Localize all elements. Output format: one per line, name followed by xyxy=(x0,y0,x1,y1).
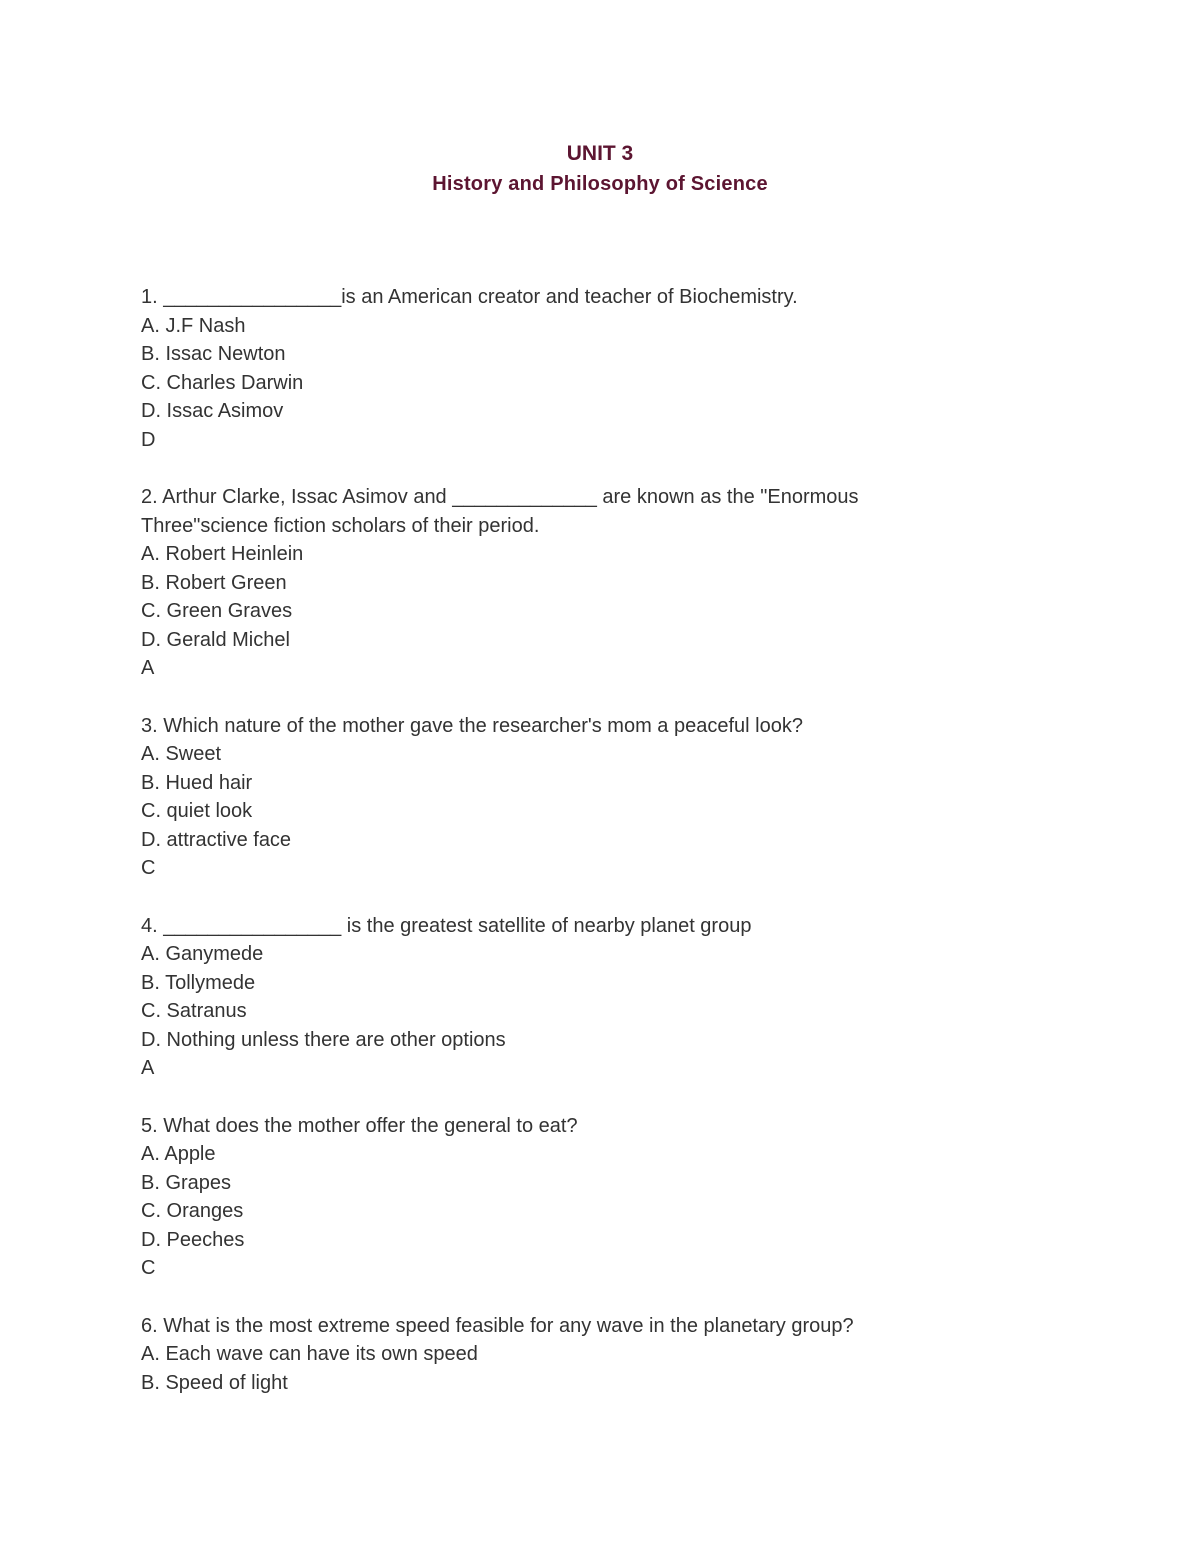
option-b: B. Tollymede xyxy=(141,971,256,994)
option-b: B. Grapes xyxy=(141,1171,232,1194)
answer-key: D xyxy=(141,428,156,451)
option-d: D. Gerald Michel xyxy=(141,628,290,651)
question-4 xyxy=(141,912,1041,1083)
option-b: B. Robert Green xyxy=(141,571,287,594)
option-a: A. J.F Nash xyxy=(141,314,246,337)
question-1 xyxy=(141,283,1041,454)
question-stem: 6. What is the most extreme speed feasible for any wave in the planetary group? xyxy=(141,1314,854,1337)
question-3 xyxy=(141,712,1041,883)
document-header xyxy=(0,141,1200,197)
option-d: D. Peeches xyxy=(141,1228,245,1251)
option-d: D. Issac Asimov xyxy=(141,400,284,422)
option-c: C. quiet look xyxy=(141,800,253,822)
question-stem: 3. Which nature of the mother gave the researcher's mom a peaceful look? xyxy=(141,714,803,737)
question-stem: 2. Arthur Clarke, Issac Asimov and _____________ are known as the "Enormous xyxy=(141,486,859,508)
option-c: C. Satranus xyxy=(141,1000,247,1022)
option-a: A. Apple xyxy=(141,1143,216,1165)
option-b: B. Speed of light xyxy=(141,1371,288,1394)
question-stem: 4. ________________ is the greatest satellite of nearby planet group xyxy=(141,914,752,937)
unit-title: UNIT 3 xyxy=(566,142,634,165)
option-b: B. Hued hair xyxy=(141,771,253,794)
option-b: B. Issac Newton xyxy=(141,343,286,365)
option-c: C. Oranges xyxy=(141,1200,244,1222)
answer-key: A xyxy=(141,657,155,679)
option-d: D. attractive face xyxy=(141,828,292,851)
subject-title: History and Philosophy of Science xyxy=(432,173,768,195)
option-a: A. Each wave can have its own speed xyxy=(141,1343,478,1365)
question-stem: 5. What does the mother offer the general to eat? xyxy=(141,1114,578,1137)
question-6 xyxy=(141,1312,1041,1398)
option-a: A. Sweet xyxy=(141,743,222,765)
question-list xyxy=(141,283,1041,1426)
question-5 xyxy=(141,1112,1041,1283)
option-a: A. Ganymede xyxy=(141,943,264,965)
question-stem-continued: Three"science fiction scholars of their period. xyxy=(141,514,540,537)
question-2 xyxy=(141,483,1041,683)
option-c: C. Green Graves xyxy=(141,600,293,622)
question-stem: 1. ________________is an American creator and teacher of Biochemistry. xyxy=(141,286,798,308)
option-d: D. Nothing unless there are other options xyxy=(141,1028,506,1051)
option-c: C. Charles Darwin xyxy=(141,371,304,394)
answer-key: C xyxy=(141,857,156,879)
option-a: A. Robert Heinlein xyxy=(141,543,304,565)
answer-key: C xyxy=(141,1257,156,1279)
answer-key: A xyxy=(141,1057,155,1079)
